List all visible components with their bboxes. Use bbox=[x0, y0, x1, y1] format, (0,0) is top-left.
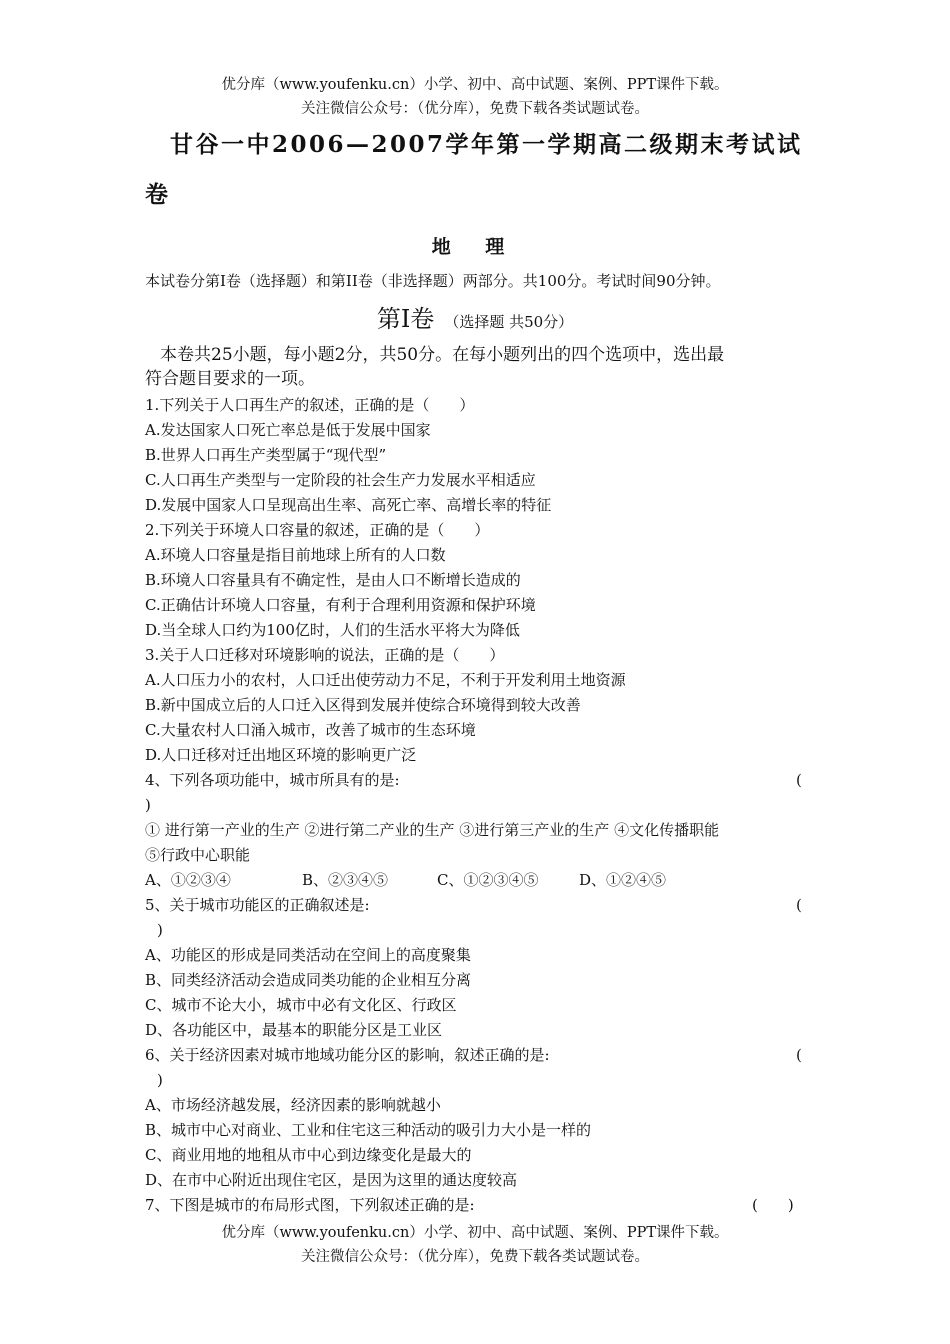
question-6-option-b: B、城市中心对商业、工业和住宅这三种活动的吸引力大小是一样的 bbox=[145, 1121, 592, 1139]
question-3-stem: 3.关于人口迁移对环境影响的说法，正确的是（ ） bbox=[145, 646, 505, 664]
question-4-answer-paren-close: ) bbox=[145, 796, 151, 814]
question-6-option-c: C、商业用地的地租从市中心到边缘变化是最大的 bbox=[145, 1146, 472, 1164]
question-1-stem: 1.下列关于人口再生产的叙述，正确的是（ ） bbox=[145, 396, 475, 414]
exam-intro: 本试卷分第I卷（选择题）和第II卷（非选择题）两部分。共100分。考试时间90分钟。 bbox=[145, 272, 721, 290]
instructions-line-2: 符合题目要求的一项。 bbox=[145, 369, 315, 389]
question-4-items-line-1: ① 进行第一产业的生产 ②进行第二产业的生产 ③进行第三产业的生产 ④文化传播职能 bbox=[145, 821, 720, 839]
question-6-stem: 6、关于经济因素对城市地域功能分区的影响，叙述正确的是: bbox=[145, 1046, 550, 1064]
question-4-options-row bbox=[145, 870, 666, 890]
instructions-line-1: 本卷共25小题，每小题2分，共50分。在每小题列出的四个选项中，选出最 bbox=[160, 345, 725, 365]
subject-title: 地 理 bbox=[431, 236, 519, 258]
question-4-answer-paren-open: ( bbox=[796, 771, 802, 789]
question-4-option-c: C、①②③④⑤ bbox=[437, 871, 539, 889]
question-5-option-c: C、城市不论大小，城市中必有文化区、行政区 bbox=[145, 996, 457, 1014]
section-heading bbox=[0, 304, 950, 337]
footer-line-2: 关注微信公众号：（优分库），免费下载各类试题试卷。 bbox=[301, 1249, 649, 1265]
question-3-option-c: C.大量农村人口涌入城市，改善了城市的生态环境 bbox=[145, 721, 476, 739]
section-note: （选择题 共50分） bbox=[444, 313, 574, 331]
question-4-option-b: B、②③④⑤ bbox=[302, 871, 389, 889]
question-5-stem: 5、关于城市功能区的正确叙述是: bbox=[145, 896, 370, 914]
question-6-answer-paren-close: ) bbox=[157, 1071, 163, 1089]
question-7-answer-paren: ( ) bbox=[752, 1196, 794, 1214]
question-5-answer-paren-close: ) bbox=[157, 921, 163, 939]
question-7-stem: 7、下图是城市的布局形式图，下列叙述正确的是: bbox=[145, 1196, 475, 1214]
question-2-option-c: C.正确估计环境人口容量，有利于合理利用资源和保护环境 bbox=[145, 596, 536, 614]
question-2-stem: 2.下列关于环境人口容量的叙述，正确的是（ ） bbox=[145, 521, 490, 539]
header-line-2: 关注微信公众号：（优分库），免费下载各类试题试卷。 bbox=[301, 101, 649, 117]
question-1-option-b: B.世界人口再生产类型属于“现代型” bbox=[145, 446, 387, 464]
question-3-option-d: D.人口迁移对迁出地区环境的影响更广泛 bbox=[145, 746, 417, 764]
question-1-option-c: C.人口再生产类型与一定阶段的社会生产力发展水平相适应 bbox=[145, 471, 536, 489]
question-6-option-d: D、在市中心附近出现住宅区，是因为这里的通达度较高 bbox=[145, 1171, 518, 1189]
question-1-option-d: D.发展中国家人口呈现高出生率、高死亡率、高增长率的特征 bbox=[145, 496, 552, 514]
question-5-option-b: B、同类经济活动会造成同类功能的企业相互分离 bbox=[145, 971, 472, 989]
question-3-option-a: A.人口压力小的农村，人口迁出使劳动力不足，不利于开发利用土地资源 bbox=[145, 671, 626, 689]
question-2-option-a: A.环境人口容量是指目前地球上所有的人口数 bbox=[145, 546, 446, 564]
exam-title-line-1: 甘谷一中2006—2007学年第一学期高二级期末考试试 bbox=[170, 131, 803, 158]
header-line-1: 优分库（www.youfenku.cn）小学、初中、高中试题、案例、PPT课件下载。 bbox=[221, 77, 729, 93]
footer-line-1: 优分库（www.youfenku.cn）小学、初中、高中试题、案例、PPT课件下载。 bbox=[221, 1225, 729, 1241]
question-5-answer-paren-open: ( bbox=[796, 896, 802, 914]
question-5-option-d: D、各功能区中，最基本的职能分区是工业区 bbox=[145, 1021, 443, 1039]
question-6-answer-paren-open: ( bbox=[796, 1046, 802, 1064]
exam-title-line-2: 卷 bbox=[145, 181, 171, 208]
question-1-option-a: A.发达国家人口死亡率总是低于发展中国家 bbox=[145, 421, 431, 439]
question-4-option-a: A、①②③④ bbox=[145, 871, 231, 889]
question-4-stem: 4、下列各项功能中，城市所具有的是: bbox=[145, 771, 400, 789]
question-4-items-line-2: ⑤行政中心职能 bbox=[145, 846, 251, 864]
question-5-option-a: A、功能区的形成是同类活动在空间上的高度聚集 bbox=[145, 946, 471, 964]
section-name: 第I卷 bbox=[376, 305, 435, 333]
question-2-option-b: B.环境人口容量具有不确定性，是由人口不断增长造成的 bbox=[145, 571, 521, 589]
question-3-option-b: B.新中国成立后的人口迁入区得到发展并使综合环境得到较大改善 bbox=[145, 696, 581, 714]
question-4-option-d: D、①②④⑤ bbox=[579, 871, 667, 889]
question-6-option-a: A、市场经济越发展，经济因素的影响就越小 bbox=[145, 1096, 441, 1114]
question-2-option-d: D.当全球人口约为100亿时，人们的生活水平将大为降低 bbox=[145, 621, 520, 639]
